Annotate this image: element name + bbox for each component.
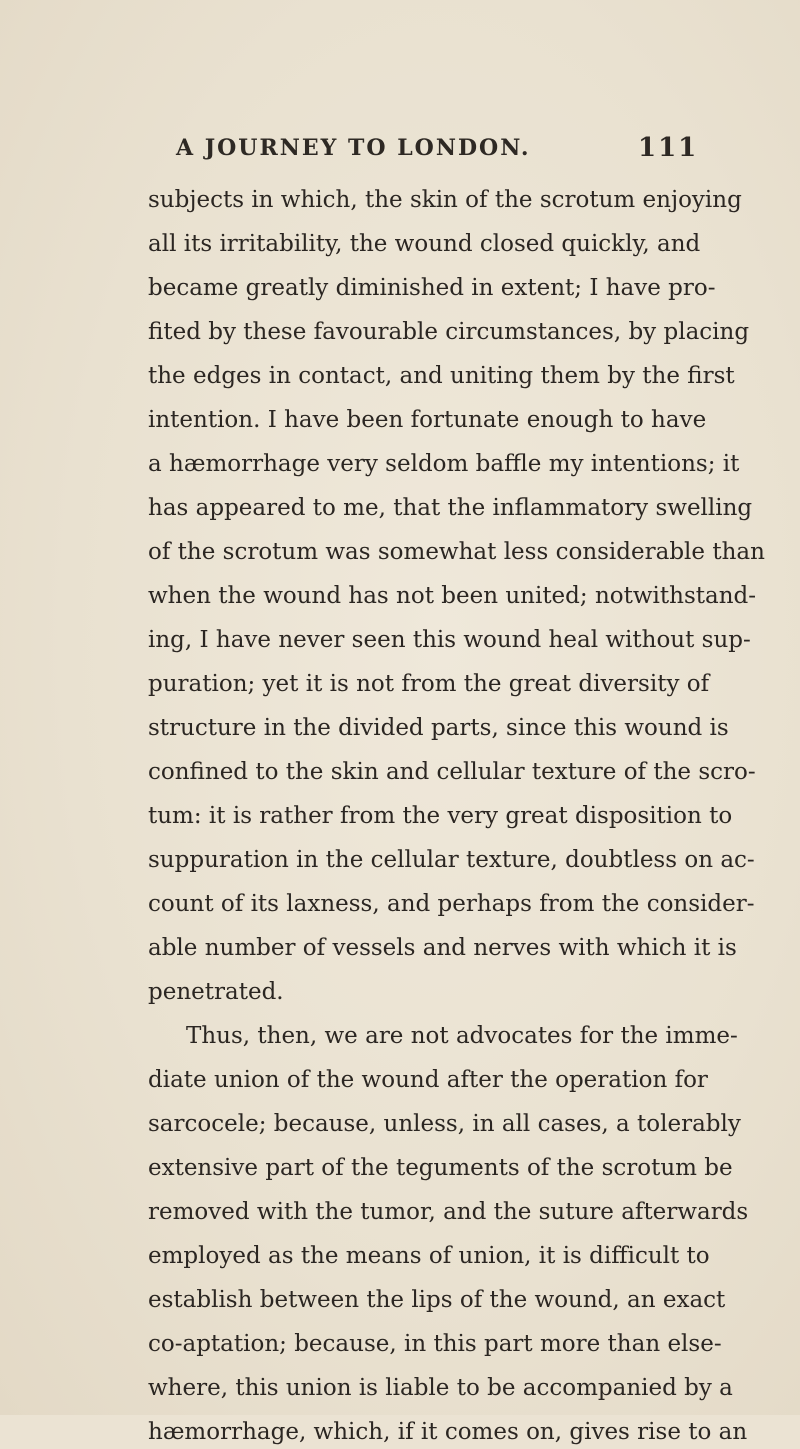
text-line: suppuration in the cellular texture, doubtless on ac- <box>148 847 755 873</box>
text-line: ing, I have never seen this wound heal without sup- <box>148 627 751 653</box>
text-line: count of its laxness, and perhaps from the consider- <box>148 891 755 917</box>
text-line: able number of vessels and nerves with which it is <box>148 935 737 961</box>
text-line: puration; yet it is not from the great diversity of <box>148 671 710 697</box>
text-line: of the scrotum was somewhat less considerable than <box>148 539 765 565</box>
running-head <box>0 135 800 175</box>
text-line: tum: it is rather from the very great disposition to <box>148 803 733 829</box>
text-line: confined to the skin and cellular texture of the scro- <box>148 759 756 785</box>
text-line: diate union of the wound after the operation for <box>148 1067 708 1093</box>
text-line: all its irritability, the wound closed quickly, and <box>148 231 701 257</box>
text-line: structure in the divided parts, since this wound is <box>148 715 729 741</box>
text-line: removed with the tumor, and the suture afterwards <box>148 1199 749 1225</box>
text-line: when the wound has not been united; notwithstand- <box>148 583 757 609</box>
text-line: a hæmorrhage very seldom baffle my intentions; it <box>148 451 740 477</box>
text-line: establish between the lips of the wound, an exact <box>148 1287 726 1313</box>
paragraph-first-line: Thus, then, we are not advocates for the imme- <box>186 1023 738 1049</box>
text-line: where, this union is liable to be accompanied by a <box>148 1375 733 1401</box>
text-line: hæmorrhage, which, if it comes on, gives rise to an <box>148 1419 748 1445</box>
text-line: extensive part of the teguments of the scrotum be <box>148 1155 733 1181</box>
text-line: the edges in contact, and uniting them by the first <box>148 363 735 389</box>
text-line: subjects in which, the skin of the scrotum enjoying <box>148 187 742 213</box>
text-line: has appeared to me, that the inflammatory swelling <box>148 495 753 521</box>
running-title: A JOURNEY TO LONDON. <box>176 135 531 161</box>
text-line: fited by these favourable circumstances, by placing <box>148 319 750 345</box>
text-line: co-aptation; because, in this part more than else- <box>148 1331 722 1357</box>
text-line: penetrated. <box>148 979 284 1005</box>
page-number: 111 <box>638 133 699 163</box>
text-line: sarcocele; because, unless, in all cases, a tolerably <box>148 1111 741 1137</box>
text-line: became greatly diminished in extent; I have pro- <box>148 275 716 301</box>
text-line: employed as the means of union, it is difficult to <box>148 1243 710 1269</box>
text-line: intention. I have been fortunate enough to have <box>148 407 707 433</box>
